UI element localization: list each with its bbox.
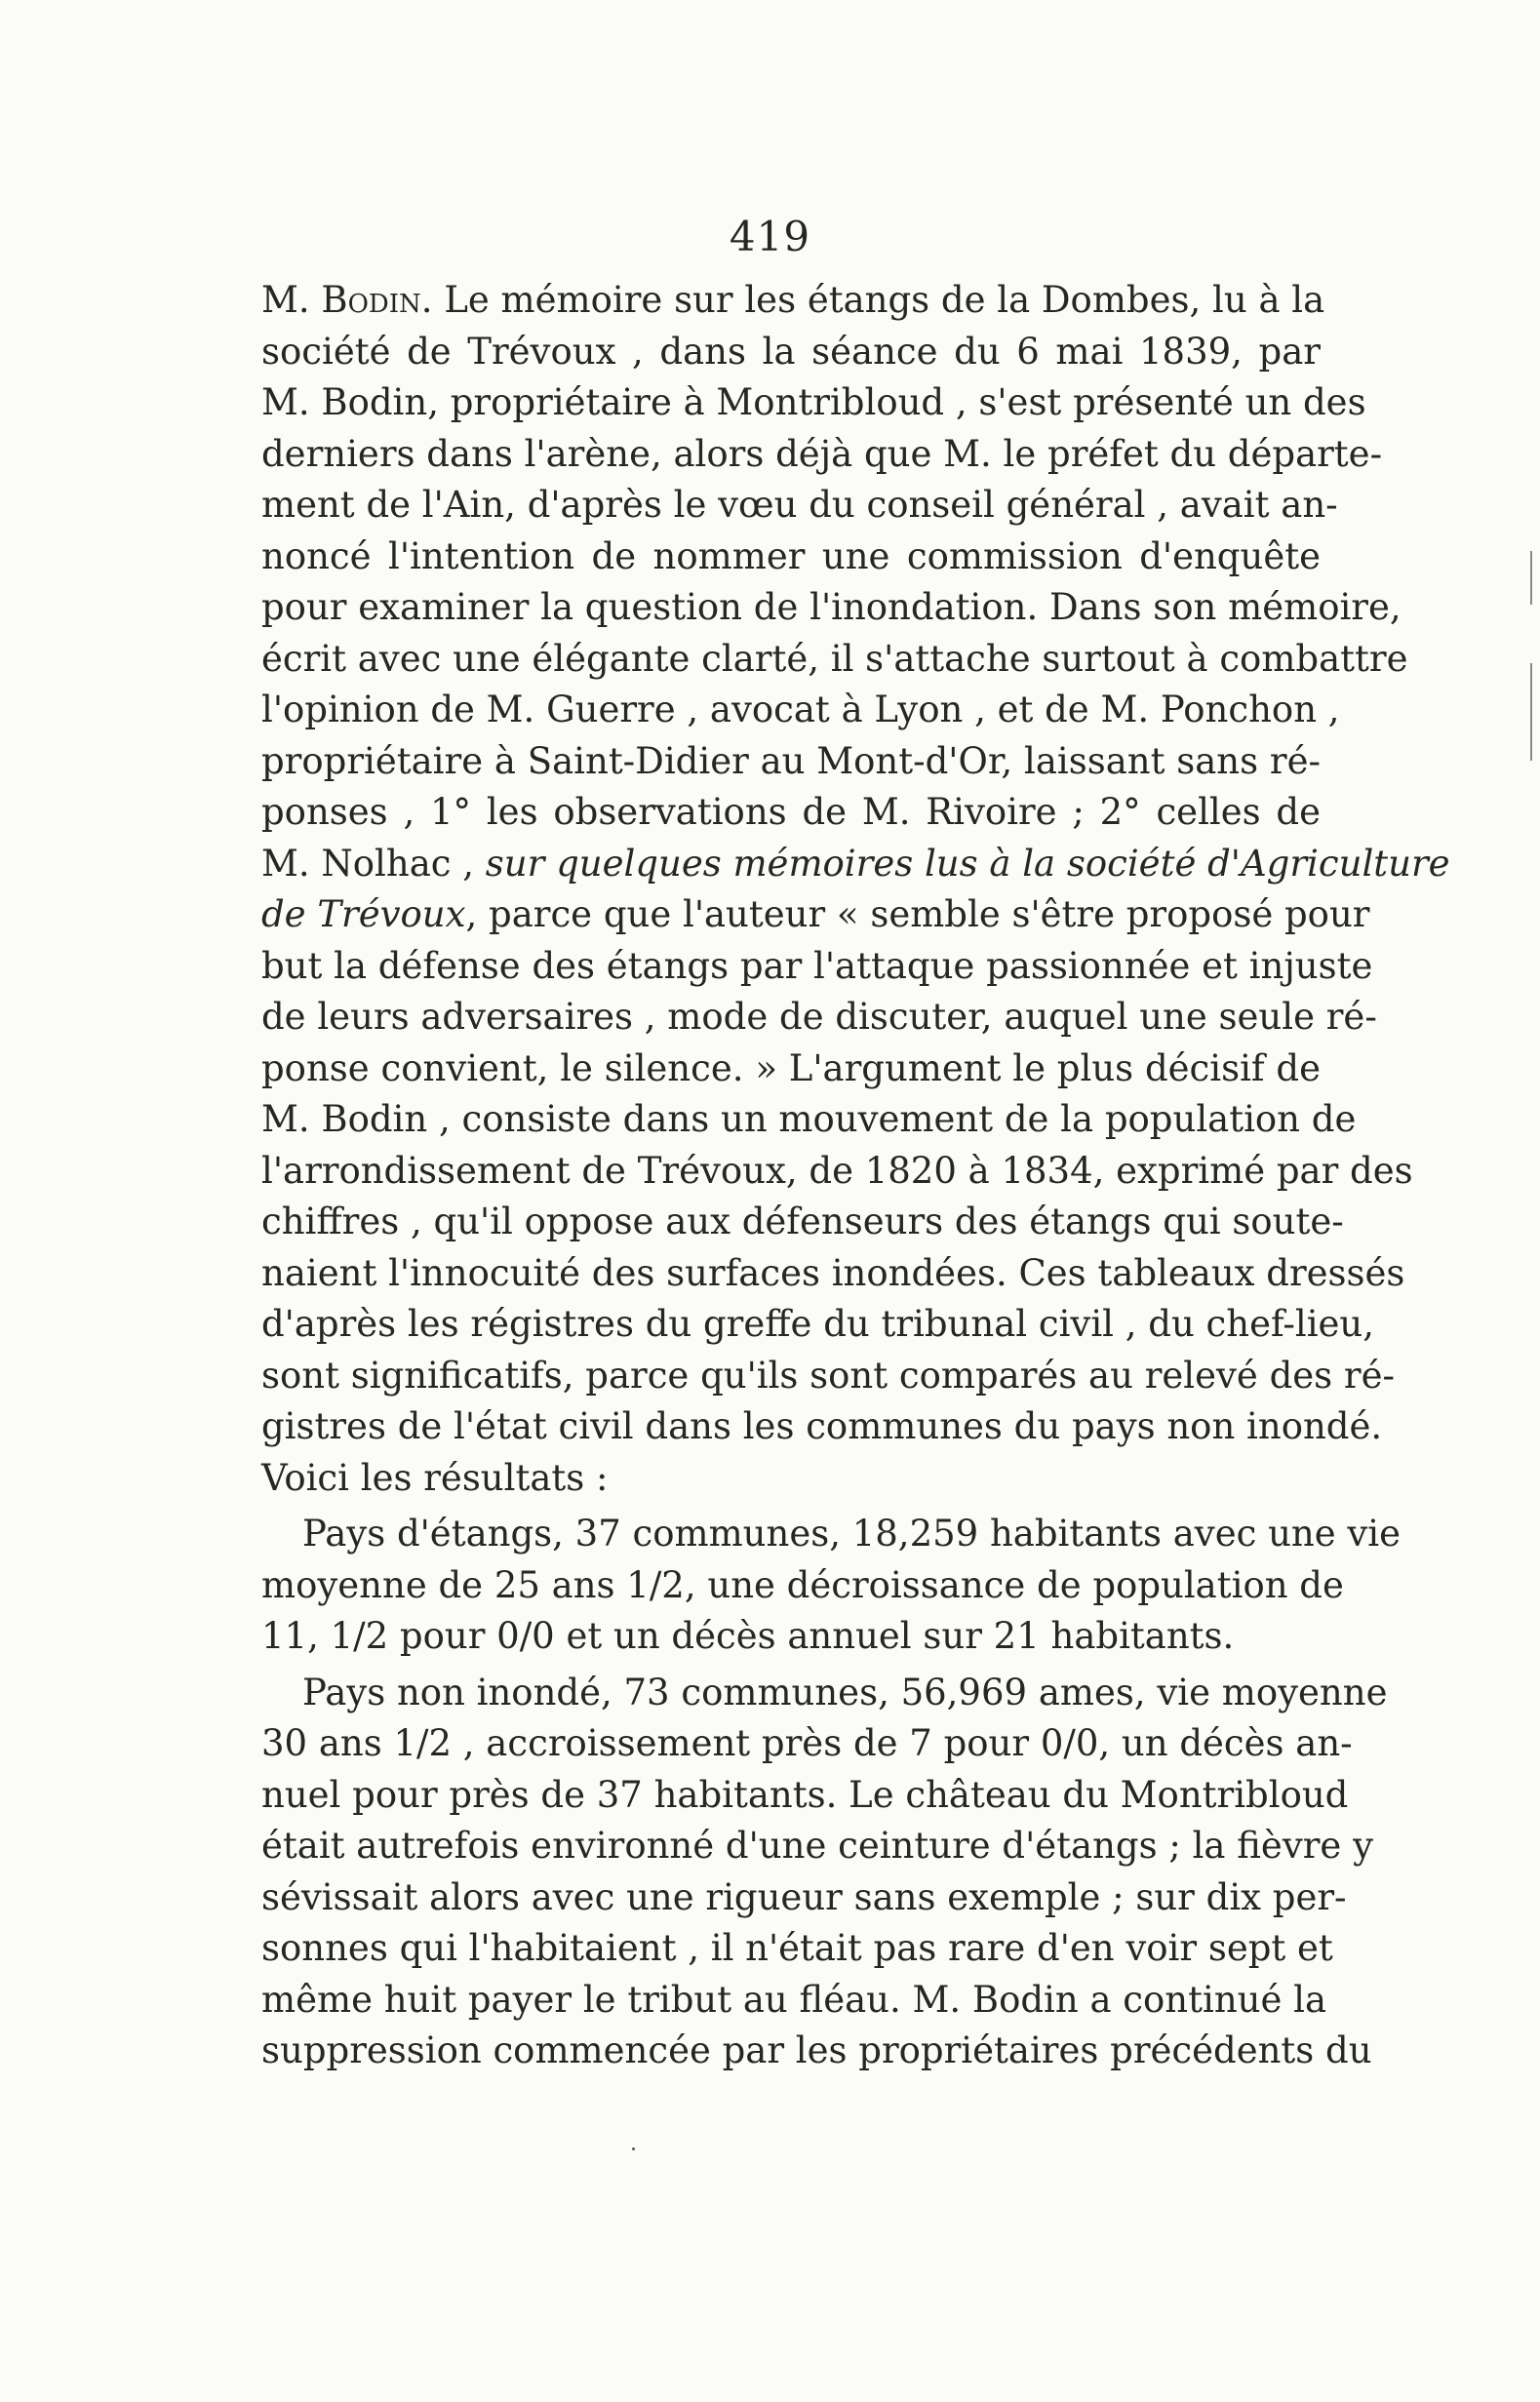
text-run: Voici les résultats : [261,1456,609,1499]
text-line [261,992,1377,1043]
text-run: M. Bodin, propriétaire à Montribloud , s'est présenté un des [261,381,1366,423]
text-run: sur quelques mémoires lus à la société d'Agriculture [485,842,1450,885]
text-line [261,1351,1395,1402]
text-line [261,2026,1372,2077]
text-line [261,1299,1375,1351]
text-line [261,889,1370,941]
scan-speck [632,2147,635,2150]
text-run: ponse convient, le silence. » L'argument le plus décisif de [261,1046,1321,1089]
text-line [261,1401,1383,1453]
text-run: l'arrondissement de Trévoux, de 1820 à 1834, exprimé par des [261,1149,1413,1192]
text-run: écrit avec une élégante clarté, il s'attache surtout à combattre [261,637,1408,680]
text-line [261,685,1340,736]
text-line [261,1611,1321,1663]
text-run: sévissait alors avec une rigueur sans exemple ; sur dix per- [261,1875,1347,1918]
text-run: sonnes qui l'habitaient , il n'était pas rare d'en voir sept et [261,1927,1333,1969]
body-text [261,275,1450,2077]
text-line [261,532,1321,583]
text-line [261,1094,1357,1146]
text-run: ment de l'Ain, d'après le vœu du conseil général , avait an- [261,484,1338,526]
text-line [261,634,1408,686]
text-line [261,327,1321,378]
text-run: sont significatifs, parce qu'ils sont comparés au relevé des ré- [261,1354,1395,1397]
text-line [261,1560,1344,1612]
text-run: l'opinion de M. Guerre , avocat à Lyon , et de M. Ponchon , [261,689,1340,730]
text-run: société de Trévoux , dans la séance du 6 mai 1839, par [261,330,1321,373]
text-line [261,787,1321,839]
text-run: de leurs adversaires , mode de discuter, auquel une seule ré- [261,996,1377,1038]
text-line [261,1975,1327,2027]
text-line [261,582,1402,634]
text-run: derniers dans l'arène, alors déjà que M. le préfet du départe- [261,432,1383,475]
text-line [261,736,1321,788]
text-line [261,1872,1347,1924]
text-run: 30 ans 1/2 , accroissement près de 7 pour 0/0, un décès an- [261,1722,1353,1764]
text-run: de Trévoux [261,893,466,935]
scan-edge-mark [1530,551,1532,605]
text-line [261,1718,1353,1770]
text-line [261,480,1338,532]
text-line [261,1770,1349,1822]
text-line [261,1248,1405,1300]
text-line [261,1146,1413,1198]
text-line [261,839,1450,890]
text-run: pour examiner la question de l'inondation. Dans son mémoire, [261,586,1402,628]
text-run: but la défense des étangs par l'attaque passionnée et injuste [261,944,1373,987]
text-line [261,941,1373,993]
text-run: suppression commencée par les propriétaires précédents du [261,2029,1372,2071]
text-run: naient l'innocuité des surfaces inondées. Ces tableaux dressés [261,1251,1405,1294]
text-run: chiffres , qu'il oppose aux défenseurs des étangs qui soute- [261,1201,1344,1242]
text-run: , parce que l'auteur « semble s'être proposé pour [465,893,1370,935]
text-run: propriétaire à Saint-Didier au Mont-d'Or, laissant sans ré- [261,739,1321,782]
text-line [261,1821,1373,1872]
text-run: gistres de l'état civil dans les communes du pays non inondé. [261,1405,1383,1447]
text-run: M. Bodin , consiste dans un mouvement de la population de [261,1098,1357,1140]
text-run: . Le mémoire sur les étangs de la Dombes, lu à la [420,279,1325,321]
text-line [261,1509,1402,1560]
text-line [261,377,1366,429]
text-line [261,1453,1321,1505]
text-run: d'après les régistres du greffe du tribunal civil , du chef-lieu, [261,1303,1375,1345]
text-run: noncé l'intention de nommer une commission d'enquête [261,534,1321,577]
text-run: M. Nolhac , [261,842,486,885]
text-run: Bodin [321,279,421,321]
scan-edge-mark [1530,663,1532,761]
text-line [261,1923,1333,1975]
text-run: moyenne de 25 ans 1/2, une décroissance de population de [261,1563,1344,1606]
text-run: nuel pour près de 37 habitants. Le château du Montribloud [261,1773,1349,1816]
text-run: M. [261,279,322,321]
text-run: 11, 1/2 pour 0/0 et un décès annuel sur 21 habitants. [261,1615,1235,1657]
text-run: Pays non inondé, 73 communes, 56,969 ames, vie moyenne [302,1671,1388,1713]
text-line [261,1668,1388,1719]
text-line [261,1197,1344,1248]
text-run: ponses , 1° les observations de M. Rivoire ; 2° celles de [261,791,1321,833]
text-line [261,1043,1321,1095]
text-line [261,275,1325,327]
page-number: 419 [729,213,811,260]
text-run: Pays d'étangs, 37 communes, 18,259 habitants avec une vie [302,1513,1402,1555]
text-run: même huit payer le tribut au fléau. M. Bodin a continué la [261,1978,1327,2021]
text-run: était autrefois environné d'une ceinture d'étangs ; la fièvre y [261,1825,1373,1867]
text-line [261,429,1383,481]
